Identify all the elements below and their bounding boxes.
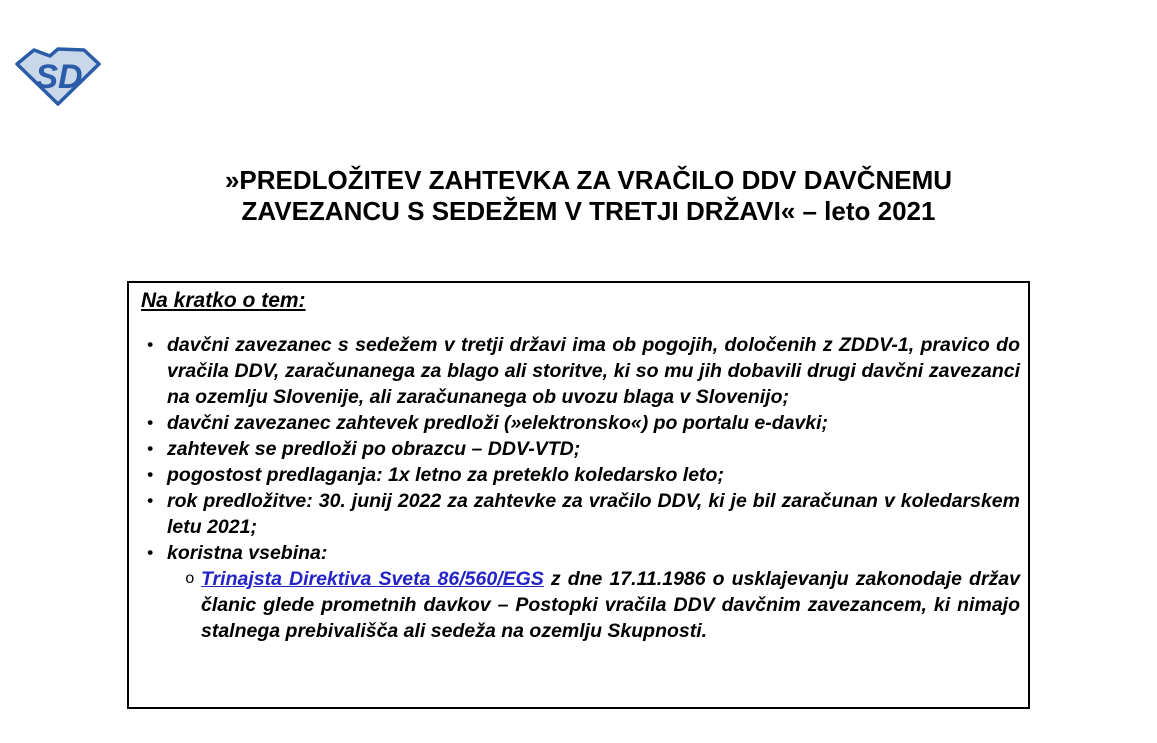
list-item — [141, 462, 1020, 488]
list-item — [141, 410, 1020, 436]
bullet-text: koristna vsebina: — [167, 542, 328, 564]
sub-bullet-text — [201, 566, 1020, 644]
bullet-icon: • — [147, 335, 153, 354]
bullet-text: rok predložitve: 30. junij 2022 za zahtevke za vračilo DDV, ki je bil zaračunan v koledarskem letu 2021; — [167, 490, 1020, 538]
title-line-1: »PREDLOŽITEV ZAHTEVKA ZA VRAČILO DDV DAVČNEMU — [224, 165, 953, 195]
circle-bullet-icon: o — [185, 570, 195, 588]
bullet-icon: • — [147, 465, 153, 484]
bullet-text: davčni zavezanec zahtevek predloži (»elektronsko«) po portalu e-davki; — [167, 412, 829, 434]
sub-bullet-rest-text: z dne 17.11.1986 o usklajevanju zakonodaje držav članic glede prometnih davkov – Postopki vračila DDV davčnim zavezancem, ki nimajo stalnega prebivališča ali sedeža na ozemlju Skupnosti. — [201, 568, 1020, 642]
bullet-icon: • — [147, 543, 153, 562]
page-title — [20, 165, 1157, 227]
bullet-icon: • — [147, 439, 153, 458]
bullet-text: zahtevek se predloži po obrazcu – DDV-VTD; — [167, 438, 581, 460]
bullet-text: davčni zavezanec s sedežem v tretji državi ima ob pogojih, določenih z ZDDV-1, pravico do vračila DDV, zaračunanega za blago ali storitve, ki so mu jih dobavili drugi davčni zavezanci na ozemlju Slovenije, ali zaračunanega ob uvozu blaga v Slovenijo; — [167, 334, 1020, 408]
list-item — [141, 488, 1020, 540]
bullet-text: pogostost predlaganja: 1x letno za preteklo koledarsko leto; — [167, 464, 724, 486]
list-item — [141, 436, 1020, 462]
list-item — [141, 332, 1020, 410]
title-line-2: ZAVEZANCU S SEDEŽEM V TRETJI DRŽAVI« – leto 2021 — [241, 196, 936, 226]
directive-link[interactable]: Trinajsta Direktiva Sveta 86/560/EGS — [201, 568, 544, 590]
sub-list-item — [167, 566, 1020, 644]
list-item — [141, 540, 1020, 566]
sd-logo — [14, 45, 102, 107]
sd-logo-icon — [14, 45, 102, 107]
bullet-icon: • — [147, 491, 153, 510]
box-heading: Na kratko o tem: — [141, 289, 306, 312]
logo-letters: SD — [35, 58, 83, 96]
bullet-icon: • — [147, 413, 153, 432]
summary-box — [127, 281, 1030, 709]
